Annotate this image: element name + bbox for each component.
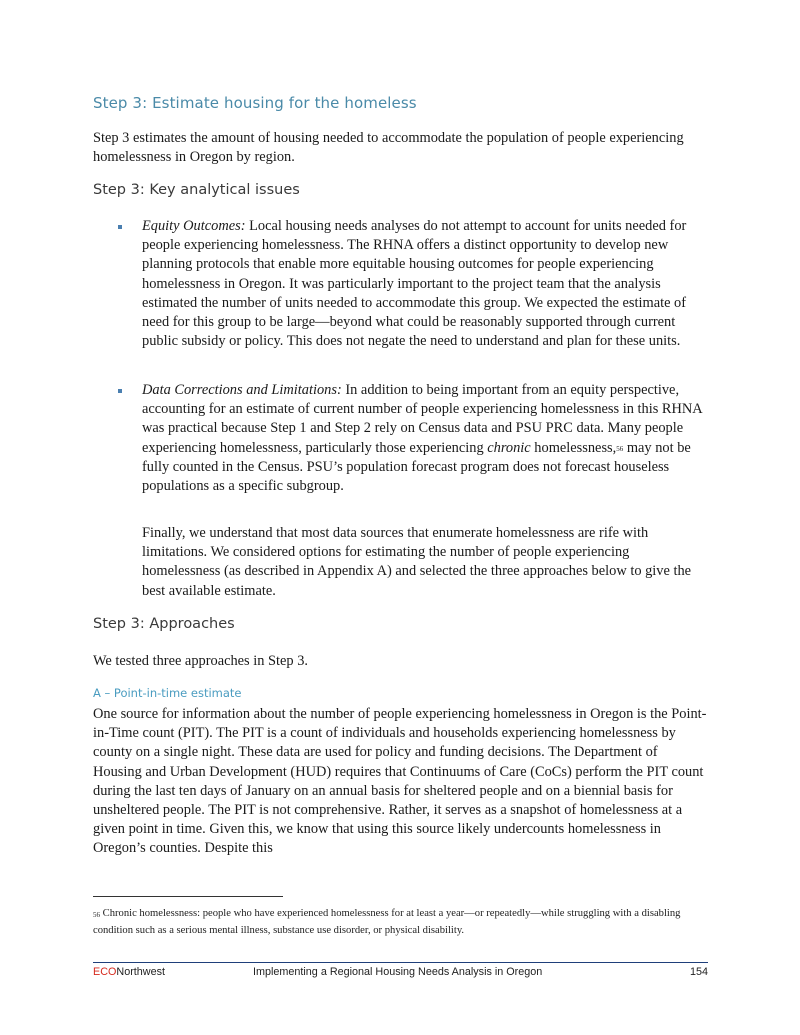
approaches-intro: We tested three approaches in Step 3. [93, 653, 309, 669]
bullet-body: In addition to being important from an equity perspective, accounting for an estimate of current number of people experiencing homelessness in this RHNA was practical because Step 1 and Step 2 rely on Census data and PSU PRC data. Many people experiencing homelessness, particularly those experiencing [142, 382, 702, 456]
italic-word: chronic [487, 439, 531, 456]
key-issues-heading: Step 3: Key analytical issues [93, 182, 300, 198]
footnote [93, 906, 708, 939]
footer-divider [93, 962, 708, 963]
bullet-body: homelessness, [530, 439, 617, 456]
bullet-lead: Equity Outcomes: [142, 218, 246, 234]
bullet-equity-outcomes [142, 217, 708, 351]
approaches-heading: Step 3: Approaches [93, 616, 235, 632]
footnote-divider [93, 896, 283, 897]
footer-brand: ECONorthwest [93, 966, 166, 978]
page-number: 154 [689, 966, 708, 978]
bullet-lead: Data Corrections and Limitations: [142, 382, 342, 398]
intro-paragraph: Step 3 estimates the amount of housing needed to accommodate the population of people experiencing homelessness in Oregon by region. [93, 130, 684, 166]
footnote-ref[interactable]: 56 [616, 444, 624, 453]
footer-title: Implementing a Regional Housing Needs Analysis in Oregon [253, 966, 543, 978]
footnote-number: 56 [93, 911, 100, 919]
continuation-paragraph: Finally, we understand that most data sources that enumerate homelessness are rife with limitations. We considered options for estimating the number of people experiencing homelessness (as described in Appendix A) and selected the three approaches below to give the best available estimate. [142, 525, 692, 599]
bullet-icon [118, 225, 122, 229]
bullet-body: may not be fully counted in the Census. PSU’s population forecast program does not forecast houseless populations as a specific subgroup. [142, 439, 691, 495]
approach-a-paragraph: One source for information about the number of people experiencing homelessness in Oregon is the Point-in-Time count (PIT). The PIT is a count of individuals and households experiencing homelessness by county on a single night. These data are used for policy and funding decisions. The Department of Housing and Urban Development (HUD) requires that Continuums of Care (CoCs) perform the PIT count during the last ten days of January on an annual basis for sheltered people and on a biennial basis for unsheltered people. The PIT is not comprehensive. Rather, it serves as a snapshot of homelessness at a given point in time. Given this, we know that using this source likely undercounts homelessness in Oregon’s counties. Despite this [93, 706, 707, 857]
footnote-text: Chronic homelessness: people who have experienced homelessness for at least a year—or repeatedly—while struggling with a disabling condition such as a serious mental illness, substance use disorder, or physical disability. [93, 908, 681, 936]
bullet-icon [118, 389, 122, 393]
section-heading: Step 3: Estimate housing for the homeless [93, 94, 417, 112]
approach-a-heading: A – Point-in-time estimate [93, 686, 242, 700]
bullet-data-corrections [142, 381, 708, 496]
bullet-body: Local housing needs analyses do not attempt to account for units needed for people experiencing homelessness. The RHNA offers a distinct opportunity to develop new planning protocols that enable more equitable housing outcomes for people experiencing homelessness in Oregon. It was particularly important to the project team that the analysis estimated the number of units needed to accommodate this group. We expected the estimate of need for this group to be large—beyond what could be reasonably supported through current public subsidy or policy. This does not negate the need to understand and plan for these units. [142, 218, 687, 350]
